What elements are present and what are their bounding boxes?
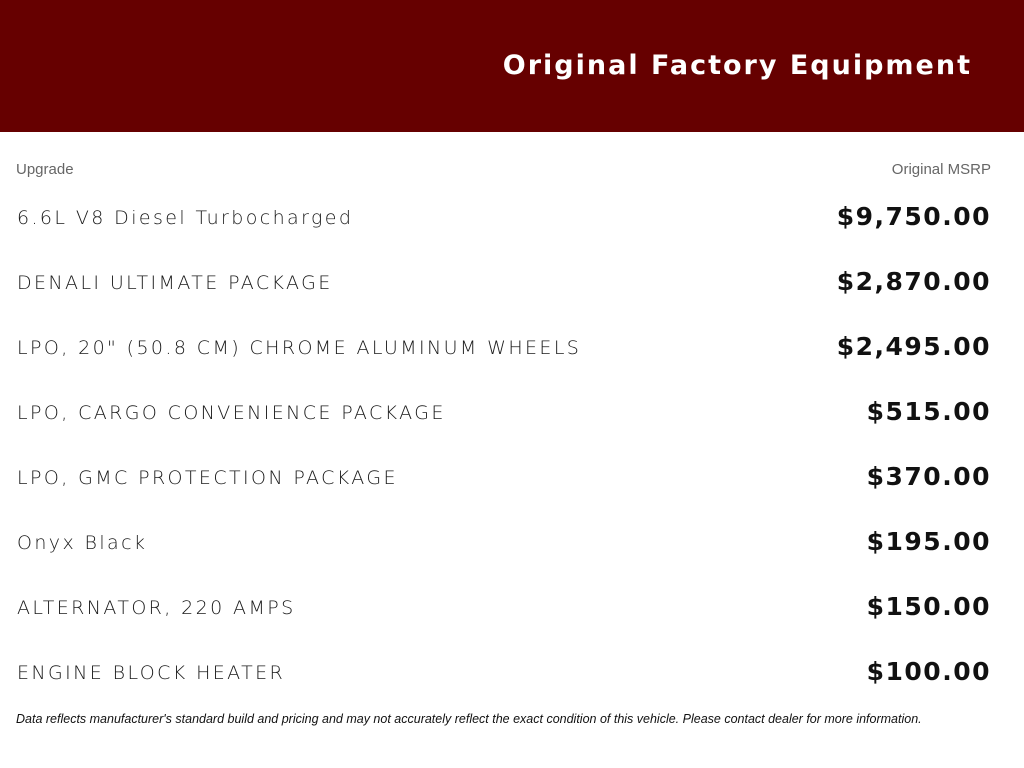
list-item [0,380,1024,445]
list-item [0,575,1024,640]
item-name: DENALI ULTIMATE PACKAGE [17,272,333,294]
list-item [0,640,1024,705]
item-name: LPO, 20" (50.8 CM) CHROME ALUMINUM WHEELS [17,337,582,359]
column-header-msrp: Original MSRP [891,161,991,178]
item-name: Onyx Black [17,532,148,554]
header-banner [0,0,1024,132]
page-title: Original Factory Equipment [502,50,972,81]
list-item [0,510,1024,575]
column-header-upgrade: Upgrade [16,161,74,178]
item-price: $515.00 [866,397,991,426]
list-item [0,315,1024,380]
item-price: $195.00 [866,527,991,556]
item-price: $2,870.00 [836,267,991,296]
item-name: 6.6L V8 Diesel Turbocharged [17,207,354,229]
item-price: $100.00 [866,657,991,686]
disclaimer-text: Data reflects manufacturer's standard build and pricing and may not accurately reflect the exact condition of this vehicle. Please contact dealer for more information. [16,712,922,726]
item-price: $9,750.00 [836,202,991,231]
list-item [0,250,1024,315]
list-item [0,185,1024,250]
list-item [0,445,1024,510]
item-name: LPO, GMC PROTECTION PACKAGE [17,467,398,489]
item-price: $2,495.00 [836,332,991,361]
item-name: ENGINE BLOCK HEATER [17,662,286,684]
equipment-list [0,185,1024,705]
item-price: $370.00 [866,462,991,491]
item-name: ALTERNATOR, 220 AMPS [17,597,296,619]
item-price: $150.00 [866,592,991,621]
item-name: LPO, CARGO CONVENIENCE PACKAGE [17,402,446,424]
